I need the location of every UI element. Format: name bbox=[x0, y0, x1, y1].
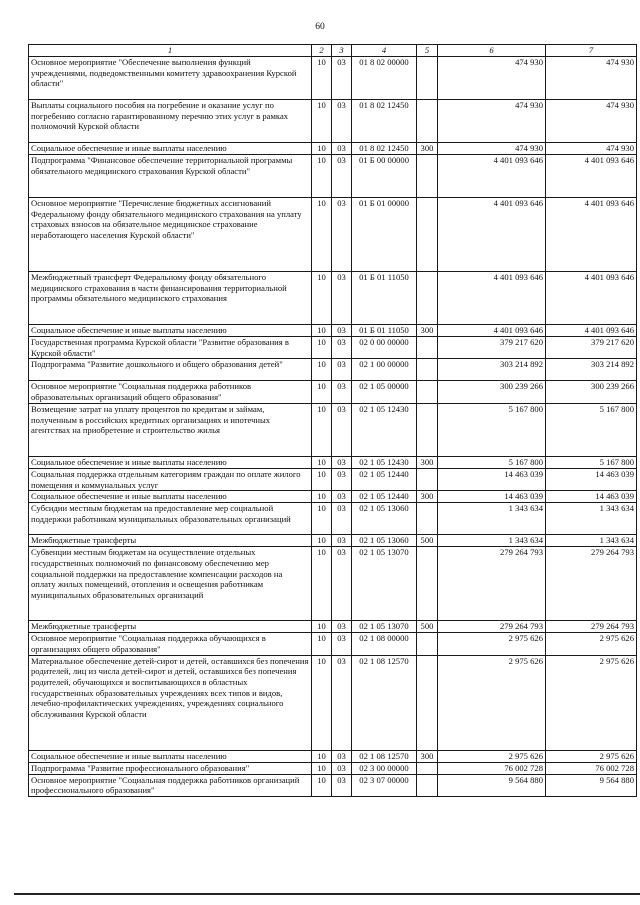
row-name: Социальное обеспечение и иные выплаты населению bbox=[29, 750, 312, 762]
row-subsection: 03 bbox=[332, 547, 352, 621]
row-section: 10 bbox=[312, 198, 332, 272]
row-target-code: 02 1 05 12440 bbox=[352, 491, 417, 503]
table-row bbox=[29, 100, 637, 143]
row-expense-type bbox=[417, 100, 438, 143]
row-subsection: 03 bbox=[332, 774, 352, 796]
table-row bbox=[29, 468, 637, 490]
row-amount-year2: 1 343 634 bbox=[546, 535, 637, 547]
row-expense-type bbox=[417, 381, 438, 403]
table-row bbox=[29, 535, 637, 547]
column-header-3: 3 bbox=[332, 45, 352, 57]
table-row bbox=[29, 655, 637, 750]
row-name: Социальная поддержка отдельным категориям граждан по оплате жилого помещения и коммунальных услуг bbox=[29, 468, 312, 490]
table-row bbox=[29, 503, 637, 535]
row-amount-year2: 303 214 892 bbox=[546, 359, 637, 381]
row-name: Социальное обеспечение и иные выплаты населению bbox=[29, 143, 312, 155]
table-row bbox=[29, 491, 637, 503]
row-name: Подпрограмма "Развитие профессионального образования" bbox=[29, 762, 312, 774]
row-name: Подпрограмма "Развитие дошкольного и общего образования детей" bbox=[29, 359, 312, 381]
table-row bbox=[29, 621, 637, 633]
row-subsection: 03 bbox=[332, 491, 352, 503]
row-target-code: 02 1 05 12430 bbox=[352, 456, 417, 468]
row-target-code: 02 3 00 00000 bbox=[352, 762, 417, 774]
row-expense-type bbox=[417, 633, 438, 655]
row-expense-type: 300 bbox=[417, 143, 438, 155]
row-amount-year1: 4 401 093 646 bbox=[438, 155, 546, 198]
column-header-2: 2 bbox=[312, 45, 332, 57]
table-row bbox=[29, 143, 637, 155]
row-target-code: 01 8 02 00000 bbox=[352, 57, 417, 100]
row-expense-type: 500 bbox=[417, 535, 438, 547]
column-header-7: 7 bbox=[546, 45, 637, 57]
row-section: 10 bbox=[312, 547, 332, 621]
row-section: 10 bbox=[312, 272, 332, 325]
row-amount-year1: 9 564 880 bbox=[438, 774, 546, 796]
row-amount-year1: 5 167 800 bbox=[438, 456, 546, 468]
row-target-code: 01 8 02 12450 bbox=[352, 100, 417, 143]
row-amount-year2: 5 167 800 bbox=[546, 403, 637, 456]
row-name: Основное мероприятие "Социальная поддержка работников образовательных организаций общего образования" bbox=[29, 381, 312, 403]
row-amount-year2: 379 217 620 bbox=[546, 337, 637, 359]
row-amount-year2: 474 930 bbox=[546, 143, 637, 155]
row-expense-type bbox=[417, 547, 438, 621]
row-target-code: 01 Б 01 11050 bbox=[352, 325, 417, 337]
row-amount-year1: 1 343 634 bbox=[438, 503, 546, 535]
table-row bbox=[29, 456, 637, 468]
row-section: 10 bbox=[312, 155, 332, 198]
row-subsection: 03 bbox=[332, 750, 352, 762]
row-section: 10 bbox=[312, 325, 332, 337]
row-amount-year1: 474 930 bbox=[438, 57, 546, 100]
row-amount-year1: 2 975 626 bbox=[438, 633, 546, 655]
row-subsection: 03 bbox=[332, 762, 352, 774]
row-amount-year2: 4 401 093 646 bbox=[546, 272, 637, 325]
row-expense-type bbox=[417, 155, 438, 198]
row-target-code: 02 1 05 13060 bbox=[352, 503, 417, 535]
row-section: 10 bbox=[312, 337, 332, 359]
row-amount-year1: 2 975 626 bbox=[438, 750, 546, 762]
row-name: Субсидии местным бюджетам на предоставление мер социальной поддержки работникам муниципальных образовательных организаций bbox=[29, 503, 312, 535]
row-expense-type: 500 bbox=[417, 621, 438, 633]
row-expense-type: 300 bbox=[417, 456, 438, 468]
row-name: Социальное обеспечение и иные выплаты населению bbox=[29, 456, 312, 468]
row-target-code: 02 1 08 12570 bbox=[352, 655, 417, 750]
page-number: 60 bbox=[315, 22, 325, 32]
row-section: 10 bbox=[312, 143, 332, 155]
row-section: 10 bbox=[312, 655, 332, 750]
row-target-code: 01 Б 00 00000 bbox=[352, 155, 417, 198]
row-target-code: 02 1 08 12570 bbox=[352, 750, 417, 762]
row-name: Межбюджетный трансферт Федеральному фонду обязательного медицинского страхования в части финансирования территориальной программы обязательного медицинского страхования bbox=[29, 272, 312, 325]
row-subsection: 03 bbox=[332, 381, 352, 403]
row-subsection: 03 bbox=[332, 359, 352, 381]
row-amount-year1: 14 463 039 bbox=[438, 491, 546, 503]
row-amount-year2: 4 401 093 646 bbox=[546, 198, 637, 272]
row-amount-year1: 2 975 626 bbox=[438, 655, 546, 750]
row-subsection: 03 bbox=[332, 456, 352, 468]
row-name: Возмещение затрат на уплату процентов по кредитам и займам, полученным в российских кредитных организациях и ипотечных агентствах на приобретение и строительство жилья bbox=[29, 403, 312, 456]
row-section: 10 bbox=[312, 359, 332, 381]
row-amount-year2: 14 463 039 bbox=[546, 491, 637, 503]
table-row bbox=[29, 547, 637, 621]
column-header-1: 1 bbox=[29, 45, 312, 57]
row-section: 10 bbox=[312, 774, 332, 796]
row-amount-year2: 4 401 093 646 bbox=[546, 155, 637, 198]
table-row bbox=[29, 325, 637, 337]
row-subsection: 03 bbox=[332, 325, 352, 337]
row-amount-year2: 76 002 728 bbox=[546, 762, 637, 774]
row-amount-year1: 1 343 634 bbox=[438, 535, 546, 547]
table-row bbox=[29, 57, 637, 100]
row-amount-year1: 14 463 039 bbox=[438, 468, 546, 490]
row-name: Межбюджетные трансферты bbox=[29, 535, 312, 547]
row-section: 10 bbox=[312, 456, 332, 468]
table-row bbox=[29, 403, 637, 456]
row-amount-year1: 4 401 093 646 bbox=[438, 325, 546, 337]
row-name: Субвенции местным бюджетам на осуществление отдельных государственных полномочий по финансовому обеспечению мер социальной поддержки на предоставление компенсации расходов на оплату жилых помещений, отопления и освещения работникам муниципальных образовательных организаций bbox=[29, 547, 312, 621]
table-body bbox=[29, 57, 637, 797]
budget-table bbox=[28, 44, 637, 797]
table-row bbox=[29, 359, 637, 381]
row-amount-year2: 9 564 880 bbox=[546, 774, 637, 796]
row-amount-year1: 474 930 bbox=[438, 143, 546, 155]
row-target-code: 01 Б 01 11050 bbox=[352, 272, 417, 325]
row-expense-type bbox=[417, 337, 438, 359]
table-row bbox=[29, 337, 637, 359]
table-row bbox=[29, 381, 637, 403]
row-name: Социальное обеспечение и иные выплаты населению bbox=[29, 491, 312, 503]
row-subsection: 03 bbox=[332, 468, 352, 490]
table-row bbox=[29, 633, 637, 655]
row-section: 10 bbox=[312, 621, 332, 633]
row-subsection: 03 bbox=[332, 503, 352, 535]
row-section: 10 bbox=[312, 57, 332, 100]
row-subsection: 03 bbox=[332, 155, 352, 198]
row-expense-type bbox=[417, 198, 438, 272]
row-subsection: 03 bbox=[332, 655, 352, 750]
table-row bbox=[29, 155, 637, 198]
row-amount-year1: 303 214 892 bbox=[438, 359, 546, 381]
row-subsection: 03 bbox=[332, 198, 352, 272]
row-subsection: 03 bbox=[332, 633, 352, 655]
row-expense-type bbox=[417, 774, 438, 796]
row-section: 10 bbox=[312, 633, 332, 655]
row-subsection: 03 bbox=[332, 535, 352, 547]
row-name: Основное мероприятие "Обеспечение выполнения функций учреждениями, подведомственными комитету здравоохранения Курской области" bbox=[29, 57, 312, 100]
row-target-code: 02 1 00 00000 bbox=[352, 359, 417, 381]
row-expense-type bbox=[417, 403, 438, 456]
row-name: Государственная программа Курской области "Развитие образования в Курской области" bbox=[29, 337, 312, 359]
row-amount-year1: 379 217 620 bbox=[438, 337, 546, 359]
row-section: 10 bbox=[312, 381, 332, 403]
row-target-code: 02 1 05 13070 bbox=[352, 621, 417, 633]
column-header-4: 4 bbox=[352, 45, 417, 57]
row-section: 10 bbox=[312, 491, 332, 503]
row-amount-year2: 474 930 bbox=[546, 57, 637, 100]
row-name: Основное мероприятие "Перечисление бюджетных ассигнований Федеральному фонду обязательного медицинского страхования на уплату страховых взносов на обязательное медицинское страхование неработающего населения Курской области" bbox=[29, 198, 312, 272]
row-amount-year2: 279 264 793 bbox=[546, 547, 637, 621]
row-amount-year2: 14 463 039 bbox=[546, 468, 637, 490]
row-section: 10 bbox=[312, 100, 332, 143]
table-row bbox=[29, 272, 637, 325]
row-name: Материальное обеспечение детей-сирот и детей, оставшихся без попечения родителей, лиц из числа детей-сирот и детей, оставшихся без попечения родителей, обучающихся и воспитывающихся в областных государственных образовательных учреждениях всех типов и видов, лечебно-профилактических учреждениях, учреждениях социального обслуживания Курской области bbox=[29, 655, 312, 750]
row-amount-year2: 5 167 800 bbox=[546, 456, 637, 468]
column-header-6: 6 bbox=[438, 45, 546, 57]
row-amount-year1: 76 002 728 bbox=[438, 762, 546, 774]
row-target-code: 02 1 05 12430 bbox=[352, 403, 417, 456]
row-amount-year2: 4 401 093 646 bbox=[546, 325, 637, 337]
row-expense-type bbox=[417, 655, 438, 750]
row-amount-year1: 279 264 793 bbox=[438, 547, 546, 621]
row-expense-type: 300 bbox=[417, 750, 438, 762]
table-row bbox=[29, 750, 637, 762]
row-target-code: 02 1 08 00000 bbox=[352, 633, 417, 655]
row-expense-type bbox=[417, 272, 438, 325]
bottom-rule bbox=[14, 893, 640, 895]
row-expense-type bbox=[417, 468, 438, 490]
row-name: Основное мероприятие "Социальная поддержка работников организаций профессионального образования" bbox=[29, 774, 312, 796]
row-section: 10 bbox=[312, 750, 332, 762]
row-expense-type bbox=[417, 503, 438, 535]
row-amount-year2: 2 975 626 bbox=[546, 633, 637, 655]
row-target-code: 01 8 02 12450 bbox=[352, 143, 417, 155]
table-header-row bbox=[29, 45, 637, 57]
row-expense-type: 300 bbox=[417, 325, 438, 337]
row-subsection: 03 bbox=[332, 621, 352, 633]
row-subsection: 03 bbox=[332, 272, 352, 325]
row-subsection: 03 bbox=[332, 403, 352, 456]
column-header-5: 5 bbox=[417, 45, 438, 57]
row-amount-year1: 279 264 793 bbox=[438, 621, 546, 633]
row-target-code: 02 0 00 00000 bbox=[352, 337, 417, 359]
row-name: Подпрограмма "Финансовое обеспечение территориальной программы обязательного медицинского страхования Курской области" bbox=[29, 155, 312, 198]
row-name: Межбюджетные трансферты bbox=[29, 621, 312, 633]
row-target-code: 01 Б 01 00000 bbox=[352, 198, 417, 272]
row-section: 10 bbox=[312, 762, 332, 774]
row-target-code: 02 1 05 12440 bbox=[352, 468, 417, 490]
row-section: 10 bbox=[312, 403, 332, 456]
row-amount-year1: 4 401 093 646 bbox=[438, 272, 546, 325]
row-amount-year2: 2 975 626 bbox=[546, 655, 637, 750]
row-section: 10 bbox=[312, 535, 332, 547]
row-amount-year1: 4 401 093 646 bbox=[438, 198, 546, 272]
row-subsection: 03 bbox=[332, 57, 352, 100]
row-amount-year1: 5 167 800 bbox=[438, 403, 546, 456]
row-name: Выплаты социального пособия на погребение и оказание услуг по погребению согласно гарантированному перечню этих услуг в рамках полномочий Курской области bbox=[29, 100, 312, 143]
row-amount-year2: 279 264 793 bbox=[546, 621, 637, 633]
row-amount-year2: 474 930 bbox=[546, 100, 637, 143]
row-subsection: 03 bbox=[332, 337, 352, 359]
row-amount-year2: 1 343 634 bbox=[546, 503, 637, 535]
row-amount-year2: 2 975 626 bbox=[546, 750, 637, 762]
table-row bbox=[29, 198, 637, 272]
row-expense-type bbox=[417, 57, 438, 100]
table-row bbox=[29, 762, 637, 774]
row-amount-year1: 474 930 bbox=[438, 100, 546, 143]
row-target-code: 02 1 05 13060 bbox=[352, 535, 417, 547]
row-expense-type bbox=[417, 762, 438, 774]
row-expense-type: 300 bbox=[417, 491, 438, 503]
row-target-code: 02 1 05 00000 bbox=[352, 381, 417, 403]
row-target-code: 02 1 05 13070 bbox=[352, 547, 417, 621]
table-row bbox=[29, 774, 637, 796]
row-name: Социальное обеспечение и иные выплаты населению bbox=[29, 325, 312, 337]
row-target-code: 02 3 07 00000 bbox=[352, 774, 417, 796]
row-subsection: 03 bbox=[332, 143, 352, 155]
row-subsection: 03 bbox=[332, 100, 352, 143]
row-expense-type bbox=[417, 359, 438, 381]
row-amount-year1: 300 239 266 bbox=[438, 381, 546, 403]
row-section: 10 bbox=[312, 503, 332, 535]
row-amount-year2: 300 239 266 bbox=[546, 381, 637, 403]
row-name: Основное мероприятие "Социальная поддержка обучающихся в организациях общего образования" bbox=[29, 633, 312, 655]
row-section: 10 bbox=[312, 468, 332, 490]
